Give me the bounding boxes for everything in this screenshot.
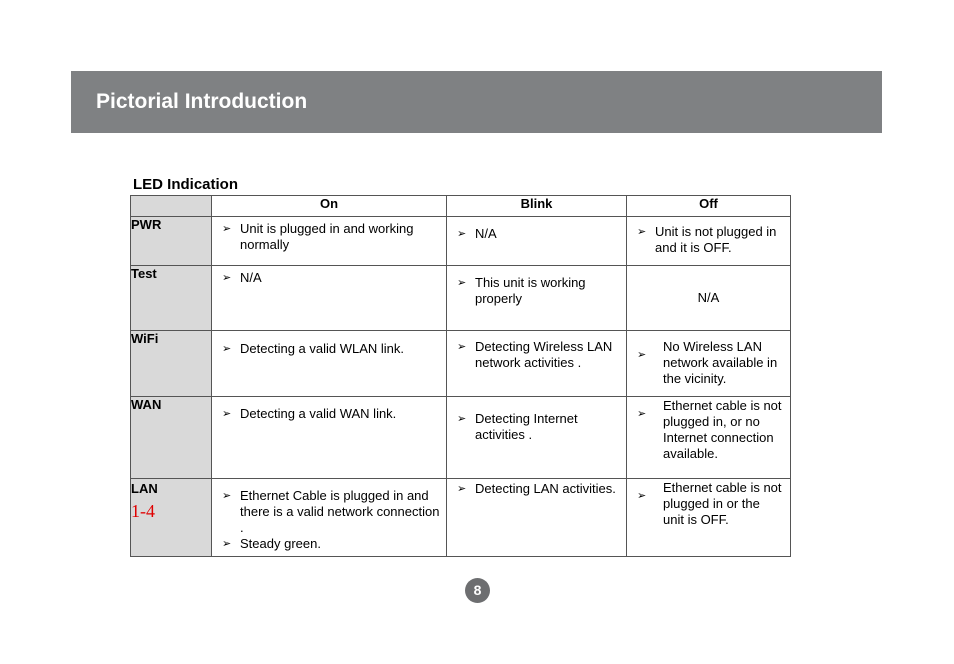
led-indication-table [130, 195, 791, 557]
column-header-on: On [212, 196, 447, 217]
cell-pwr-off [627, 217, 791, 266]
column-header-blink: Blink [447, 196, 627, 217]
bullet-arrow-icon: ➢ [222, 223, 232, 235]
bullet-arrow-icon: ➢ [457, 483, 467, 495]
list-item: ➢ Unit is not plugged in and it is OFF. [637, 224, 777, 255]
list-item: ➢ Ethernet cable is not plugged in or the unit is OFF. [637, 480, 782, 527]
section-heading: LED Indication [133, 176, 238, 193]
page-title: Pictorial Introduction [96, 90, 308, 113]
bullet-arrow-icon: ➢ [222, 538, 232, 550]
header-banner [71, 71, 882, 133]
cell-lan-on [212, 479, 447, 557]
list-item: ➢ Ethernet cable is not plugged in, or no Internet connection available. [637, 398, 782, 461]
list-item: ➢ Detecting a valid WLAN link. [222, 341, 405, 356]
bullet-arrow-icon: ➢ [457, 277, 467, 289]
table-row-test [131, 266, 791, 331]
cell-lan-blink [447, 479, 627, 557]
cell-wan-on [212, 397, 447, 479]
bullet-arrow-icon: ➢ [637, 408, 647, 420]
list-item: ➢ Detecting LAN activities. [457, 481, 616, 496]
cell-pwr-blink [447, 217, 627, 266]
cell-lan-off [627, 479, 791, 557]
table-header-row [131, 196, 791, 217]
bullet-arrow-icon: ➢ [222, 343, 232, 355]
bullet-arrow-icon: ➢ [637, 226, 647, 238]
bullet-arrow-icon: ➢ [222, 272, 232, 284]
list-item: ➢ Detecting a valid WAN link. [222, 406, 397, 421]
list-item: ➢ N/A [457, 226, 497, 241]
cell-test-on [212, 266, 447, 331]
table-row-lan [131, 479, 791, 557]
bullet-arrow-icon: ➢ [637, 349, 647, 361]
list-item: ➢ N/A [222, 270, 262, 285]
bullet-arrow-icon: ➢ [457, 413, 467, 425]
row-label-lan [131, 479, 212, 557]
list-item: ➢ Detecting Internet activities . [457, 411, 578, 442]
list-item: ➢ This unit is working properly [457, 275, 586, 306]
bullet-arrow-icon: ➢ [457, 228, 467, 240]
list-item: ➢ Steady green. [222, 536, 321, 551]
table-row-wan [131, 397, 791, 479]
row-label-wan: WAN [131, 397, 212, 479]
cell-wan-off [627, 397, 791, 479]
cell-pwr-on [212, 217, 447, 266]
cell-test-off: N/A [627, 266, 791, 331]
row-label-wifi: WiFi [131, 331, 212, 397]
list-item: ➢ No Wireless LAN network available in the vicinity. [637, 339, 778, 386]
bullet-arrow-icon: ➢ [222, 408, 232, 420]
page-number-badge: 8 [465, 578, 490, 603]
table-row-pwr [131, 217, 791, 266]
cell-wan-blink [447, 397, 627, 479]
list-item: ➢ Detecting Wireless LAN network activities . [457, 339, 613, 370]
column-header-off: Off [627, 196, 791, 217]
cell-test-blink [447, 266, 627, 331]
bullet-arrow-icon: ➢ [637, 490, 647, 502]
list-item: ➢ Ethernet Cable is plugged in and there is a valid network connection . [222, 488, 440, 535]
cell-wifi-blink [447, 331, 627, 397]
bullet-arrow-icon: ➢ [222, 490, 232, 502]
row-label-pwr: PWR [131, 217, 212, 266]
cell-wifi-on [212, 331, 447, 397]
table-corner-cell [131, 196, 212, 217]
table-row-wifi [131, 331, 791, 397]
row-label-lan-text: LAN [131, 481, 158, 496]
row-label-test: Test [131, 266, 212, 331]
cell-wifi-off [627, 331, 791, 397]
bullet-arrow-icon: ➢ [457, 341, 467, 353]
list-item: ➢ Unit is plugged in and working normally [222, 221, 414, 252]
lan-port-range: 1-4 [131, 501, 155, 521]
